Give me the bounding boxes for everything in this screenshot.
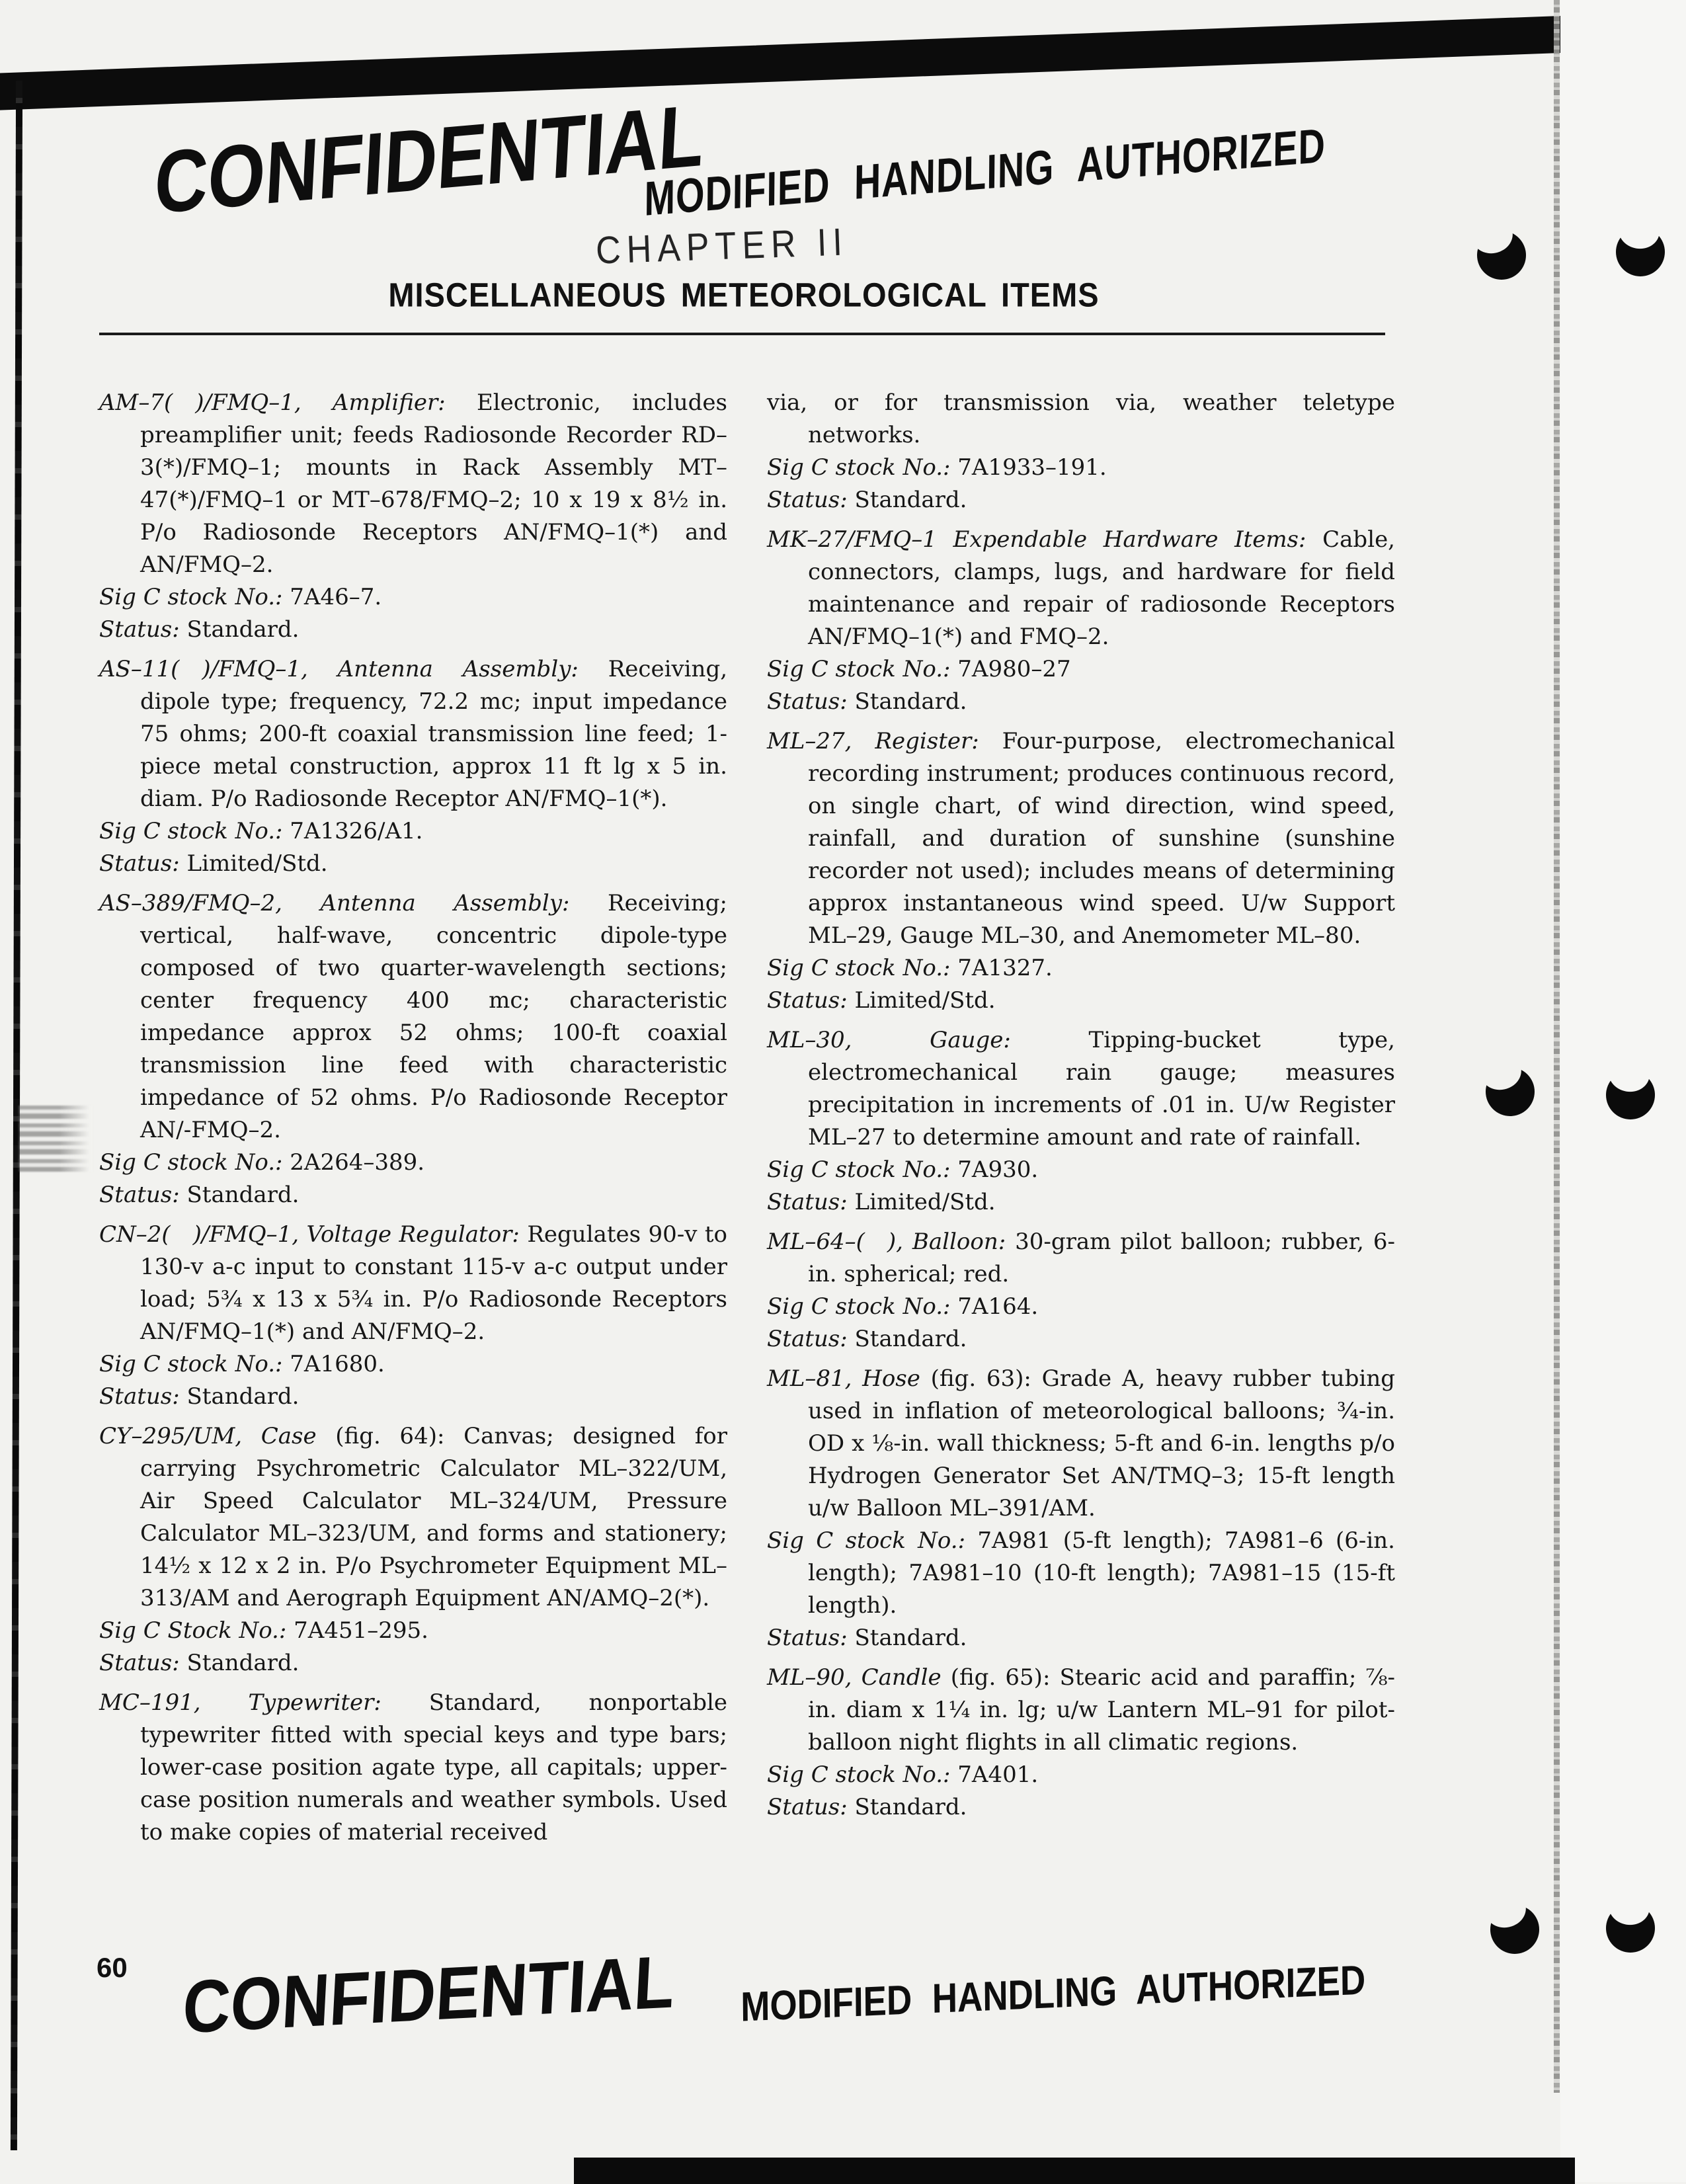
catalog-entry: ML–27, Register: Four-purpose, electromechanical recording instrument; produces continuous record, on single chart, of wind direction, wind speed, rainfall, and duration of sunshine (sunshine recorder not used); includes means of determining approx instantaneous wind speed. U/w Support ML–29, Gauge ML–30, and Anemometer ML–80. xyxy=(767,728,1396,949)
entry-designation: AS–11( )/FMQ–1, Antenna Assembly: xyxy=(99,656,579,682)
catalog-entry: ML–64–( ), Balloon: 30-gram pilot balloon; rubber, 6-in. spherical; red. xyxy=(767,1229,1395,1287)
status-line: Status: Standard. xyxy=(767,1625,967,1651)
page-title: MISCELLANEOUS METEOROLOGICAL ITEMS xyxy=(388,275,1100,314)
status-label: Status: xyxy=(767,1794,848,1820)
stock-number-line: Sig C stock No.: 7A981 (5-ft length); 7A981–6 (6-in. length); 7A981–10 (10-ft length); 7A981–15 (15-ft length). xyxy=(767,1527,1395,1619)
status-line: Status: Standard. xyxy=(767,1794,967,1820)
chapter-heading: CHAPTER II xyxy=(595,220,849,273)
stock-number-label: Sig C stock No.: xyxy=(767,1156,951,1183)
status-label: Status: xyxy=(767,1625,848,1651)
binder-hole xyxy=(1606,1071,1655,1119)
status-line: Status: Standard. xyxy=(767,688,967,715)
modified-handling-stamp-top: MODIFIED HANDLING AUTHORIZED xyxy=(644,118,1326,226)
status-line: Status: Standard. xyxy=(99,1650,300,1676)
confidential-stamp-top: CONFIDENTIAL xyxy=(152,85,707,233)
status-label: Status: xyxy=(99,850,180,877)
stock-number-line: Sig C stock No.: 7A1327. xyxy=(767,955,1053,981)
status-label: Status: xyxy=(99,1383,180,1410)
status-label: Status: xyxy=(99,1182,180,1208)
stock-number-line: Sig C stock No.: 7A1326/A1. xyxy=(99,818,423,844)
catalog-entry: MC–191, Typewriter: Standard, nonportable typewriter fitted with special keys and type bars; lower-case position agate type, all capitals; upper-case position numerals and weather symbols. Used to make copies of material received xyxy=(99,1689,727,1845)
status-line: Status: Standard. xyxy=(99,616,300,643)
catalog-entry: AM–7( )/FMQ–1, Amplifier: Electronic, includes preamplifier unit; feeds Radiosonde Recorder RD–3(*)/FMQ–1; mounts in Rack Assembly MT–47(*)/FMQ–1 or MT–678/FMQ–2; 10 x 19 x 8½ in. P/o Radiosonde Receptors AN/FMQ–1(*) and AN/FMQ–2. xyxy=(99,389,727,578)
scan-bottom-edge xyxy=(574,2158,1575,2184)
catalog-entry: ML–90, Candle (fig. 65): Stearic acid and paraffin; ⅞-in. diam x 1¼ in. lg; u/w Lantern ML–91 for pilot-balloon night flights in all climatic regions. xyxy=(767,1664,1396,1756)
status-label: Status: xyxy=(767,487,848,513)
stock-number-line: Sig C stock No.: 7A1933–191. xyxy=(767,454,1107,481)
stock-number-label: Sig C stock No.: xyxy=(99,1149,283,1176)
entry-designation: ML–90, Candle xyxy=(767,1664,942,1691)
status-label: Status: xyxy=(767,1326,848,1352)
catalog-text xyxy=(99,387,1395,1849)
stock-number-line: Sig C Stock No.: 7A451–295. xyxy=(99,1617,428,1644)
page-number: 60 xyxy=(97,1952,128,1983)
binder-hole xyxy=(1486,1067,1535,1116)
stock-number-line: Sig C stock No.: 7A164. xyxy=(767,1293,1039,1320)
stock-number-line: Sig C stock No.: 7A1680. xyxy=(99,1351,385,1377)
catalog-entry: CY–295/UM, Case (fig. 64): Canvas; designed for carrying Psychrometric Calculator ML–322/UM, Air Speed Calculator ML–324/UM, Pressure Calculator ML–323/UM, and forms and stationery; 14½ x 12 x 2 in. P/o Psychrometer Equipment ML–313/AM and Aerograph Equipment AN/AMQ–2(*). xyxy=(99,1423,728,1611)
status-label: Status: xyxy=(767,688,848,715)
stock-number-line: Sig C stock No.: 2A264–389. xyxy=(99,1149,425,1176)
status-line: Status: Standard. xyxy=(99,1182,300,1208)
binder-hole xyxy=(1606,1904,1655,1953)
stock-number-label: Sig C stock No.: xyxy=(767,1293,951,1320)
stock-number-label: Sig C Stock No.: xyxy=(99,1617,287,1644)
status-label: Status: xyxy=(767,987,848,1014)
modified-handling-stamp-bottom: MODIFIED HANDLING AUTHORIZED xyxy=(741,1957,1366,2031)
status-line: Status: Limited/Std. xyxy=(767,1189,996,1215)
title-rule xyxy=(99,333,1385,335)
entry-designation: MK–27/FMQ–1 Expendable Hardware Items: xyxy=(767,526,1306,553)
stock-number-line: Sig C stock No.: 7A401. xyxy=(767,1761,1039,1788)
entry-continuation: via, or for transmission via, weather teletype networks. xyxy=(767,389,1395,448)
catalog-entry: ML–81, Hose (fig. 63): Grade A, heavy rubber tubing used in inflation of meteorological balloons; ¾-in. OD x ⅛-in. wall thickness; 5-ft and 6-in. lengths p/o Hydrogen Generator Set AN/TMQ–3; 15-ft length u/w Balloon ML–391/AM. xyxy=(767,1365,1396,1521)
confidential-stamp-bottom: CONFIDENTIAL xyxy=(181,1940,677,2050)
status-label: Status: xyxy=(99,616,180,643)
catalog-entry: MK–27/FMQ–1 Expendable Hardware Items: Cable, connectors, clamps, lugs, and hardware for field maintenance and repair of radiosonde Receptors AN/FMQ–1(*) and FMQ–2. xyxy=(767,526,1395,650)
entry-designation: CY–295/UM, Case xyxy=(99,1423,317,1449)
catalog-entry: AS–11( )/FMQ–1, Antenna Assembly: Receiving, dipole type; frequency, 72.2 mc; input impedance 75 ohms; 200-ft coaxial transmission line feed; 1-piece metal construction, approx 11 ft lg x 5 in. diam. P/o Radiosonde Receptor AN/FMQ–1(*). xyxy=(99,656,728,812)
entry-designation: AM–7( )/FMQ–1, Amplifier: xyxy=(99,389,446,416)
stock-number-label: Sig C stock No.: xyxy=(99,1351,283,1377)
stock-number-line: Sig C stock No.: 7A930. xyxy=(767,1156,1039,1183)
entry-designation: ML–27, Register: xyxy=(767,728,979,754)
stock-number-label: Sig C stock No.: xyxy=(767,656,951,682)
status-label: Status: xyxy=(767,1189,848,1215)
entry-designation: ML–64–( ), Balloon: xyxy=(767,1229,1006,1255)
status-line: Status: Limited/Std. xyxy=(99,850,328,877)
entry-designation: ML–30, Gauge: xyxy=(767,1027,1011,1053)
left-column xyxy=(99,387,727,1849)
stock-number-label: Sig C stock No.: xyxy=(767,1527,966,1554)
binder-hole xyxy=(1490,1905,1539,1954)
status-line: Status: Standard. xyxy=(767,1326,967,1352)
entry-designation: AS–389/FMQ–2, Antenna Assembly: xyxy=(99,890,570,916)
entry-designation: CN–2( )/FMQ–1, Voltage Regulator: xyxy=(99,1221,520,1248)
status-line: Status: Standard. xyxy=(767,487,967,513)
stock-number-label: Sig C stock No.: xyxy=(99,818,283,844)
catalog-entry: ML–30, Gauge: Tipping-bucket type, electromechanical rain gauge; measures precipitation in increments of .01 in. U/w Register ML–27 to determine amount and rate of rainfall. xyxy=(767,1027,1395,1151)
stock-number-label: Sig C stock No.: xyxy=(99,584,283,610)
stock-number-line: Sig C stock No.: 7A980–27 xyxy=(767,656,1071,682)
right-column xyxy=(767,387,1395,1849)
page-seam xyxy=(1554,0,1560,2093)
entry-designation: MC–191, Typewriter: xyxy=(99,1689,381,1716)
stock-number-line: Sig C stock No.: 7A46–7. xyxy=(99,584,382,610)
binder-hole xyxy=(1616,227,1665,276)
stock-number-label: Sig C stock No.: xyxy=(767,454,951,481)
status-label: Status: xyxy=(99,1650,180,1676)
status-line: Status: Limited/Std. xyxy=(767,987,996,1014)
binder-hole xyxy=(1477,231,1526,280)
stock-number-label: Sig C stock No.: xyxy=(767,1761,951,1788)
scan-top-edge xyxy=(0,8,1686,111)
catalog-entry: AS–389/FMQ–2, Antenna Assembly: Receiving; vertical, half-wave, concentric dipole-type composed of two quarter-wavelength sections; center frequency 400 mc; characteristic impedance approx 52 ohms; 100-ft coaxial transmission line feed with characteristic impedance of 52 ohms. P/o Radiosonde Receptor AN/-FMQ–2. xyxy=(99,890,728,1143)
stock-number-label: Sig C stock No.: xyxy=(767,955,951,981)
entry-designation: ML–81, Hose xyxy=(767,1365,920,1392)
scan-smear-artifact xyxy=(19,1106,93,1172)
catalog-entry: CN–2( )/FMQ–1, Voltage Regulator: Regulates 90-v to 130-v a-c input to constant 115-v a-c output under load; 5¾ x 13 x 5¾ in. P/o Radiosonde Receptors AN/FMQ–1(*) and AN/FMQ–2. xyxy=(99,1221,727,1345)
status-line: Status: Standard. xyxy=(99,1383,300,1410)
